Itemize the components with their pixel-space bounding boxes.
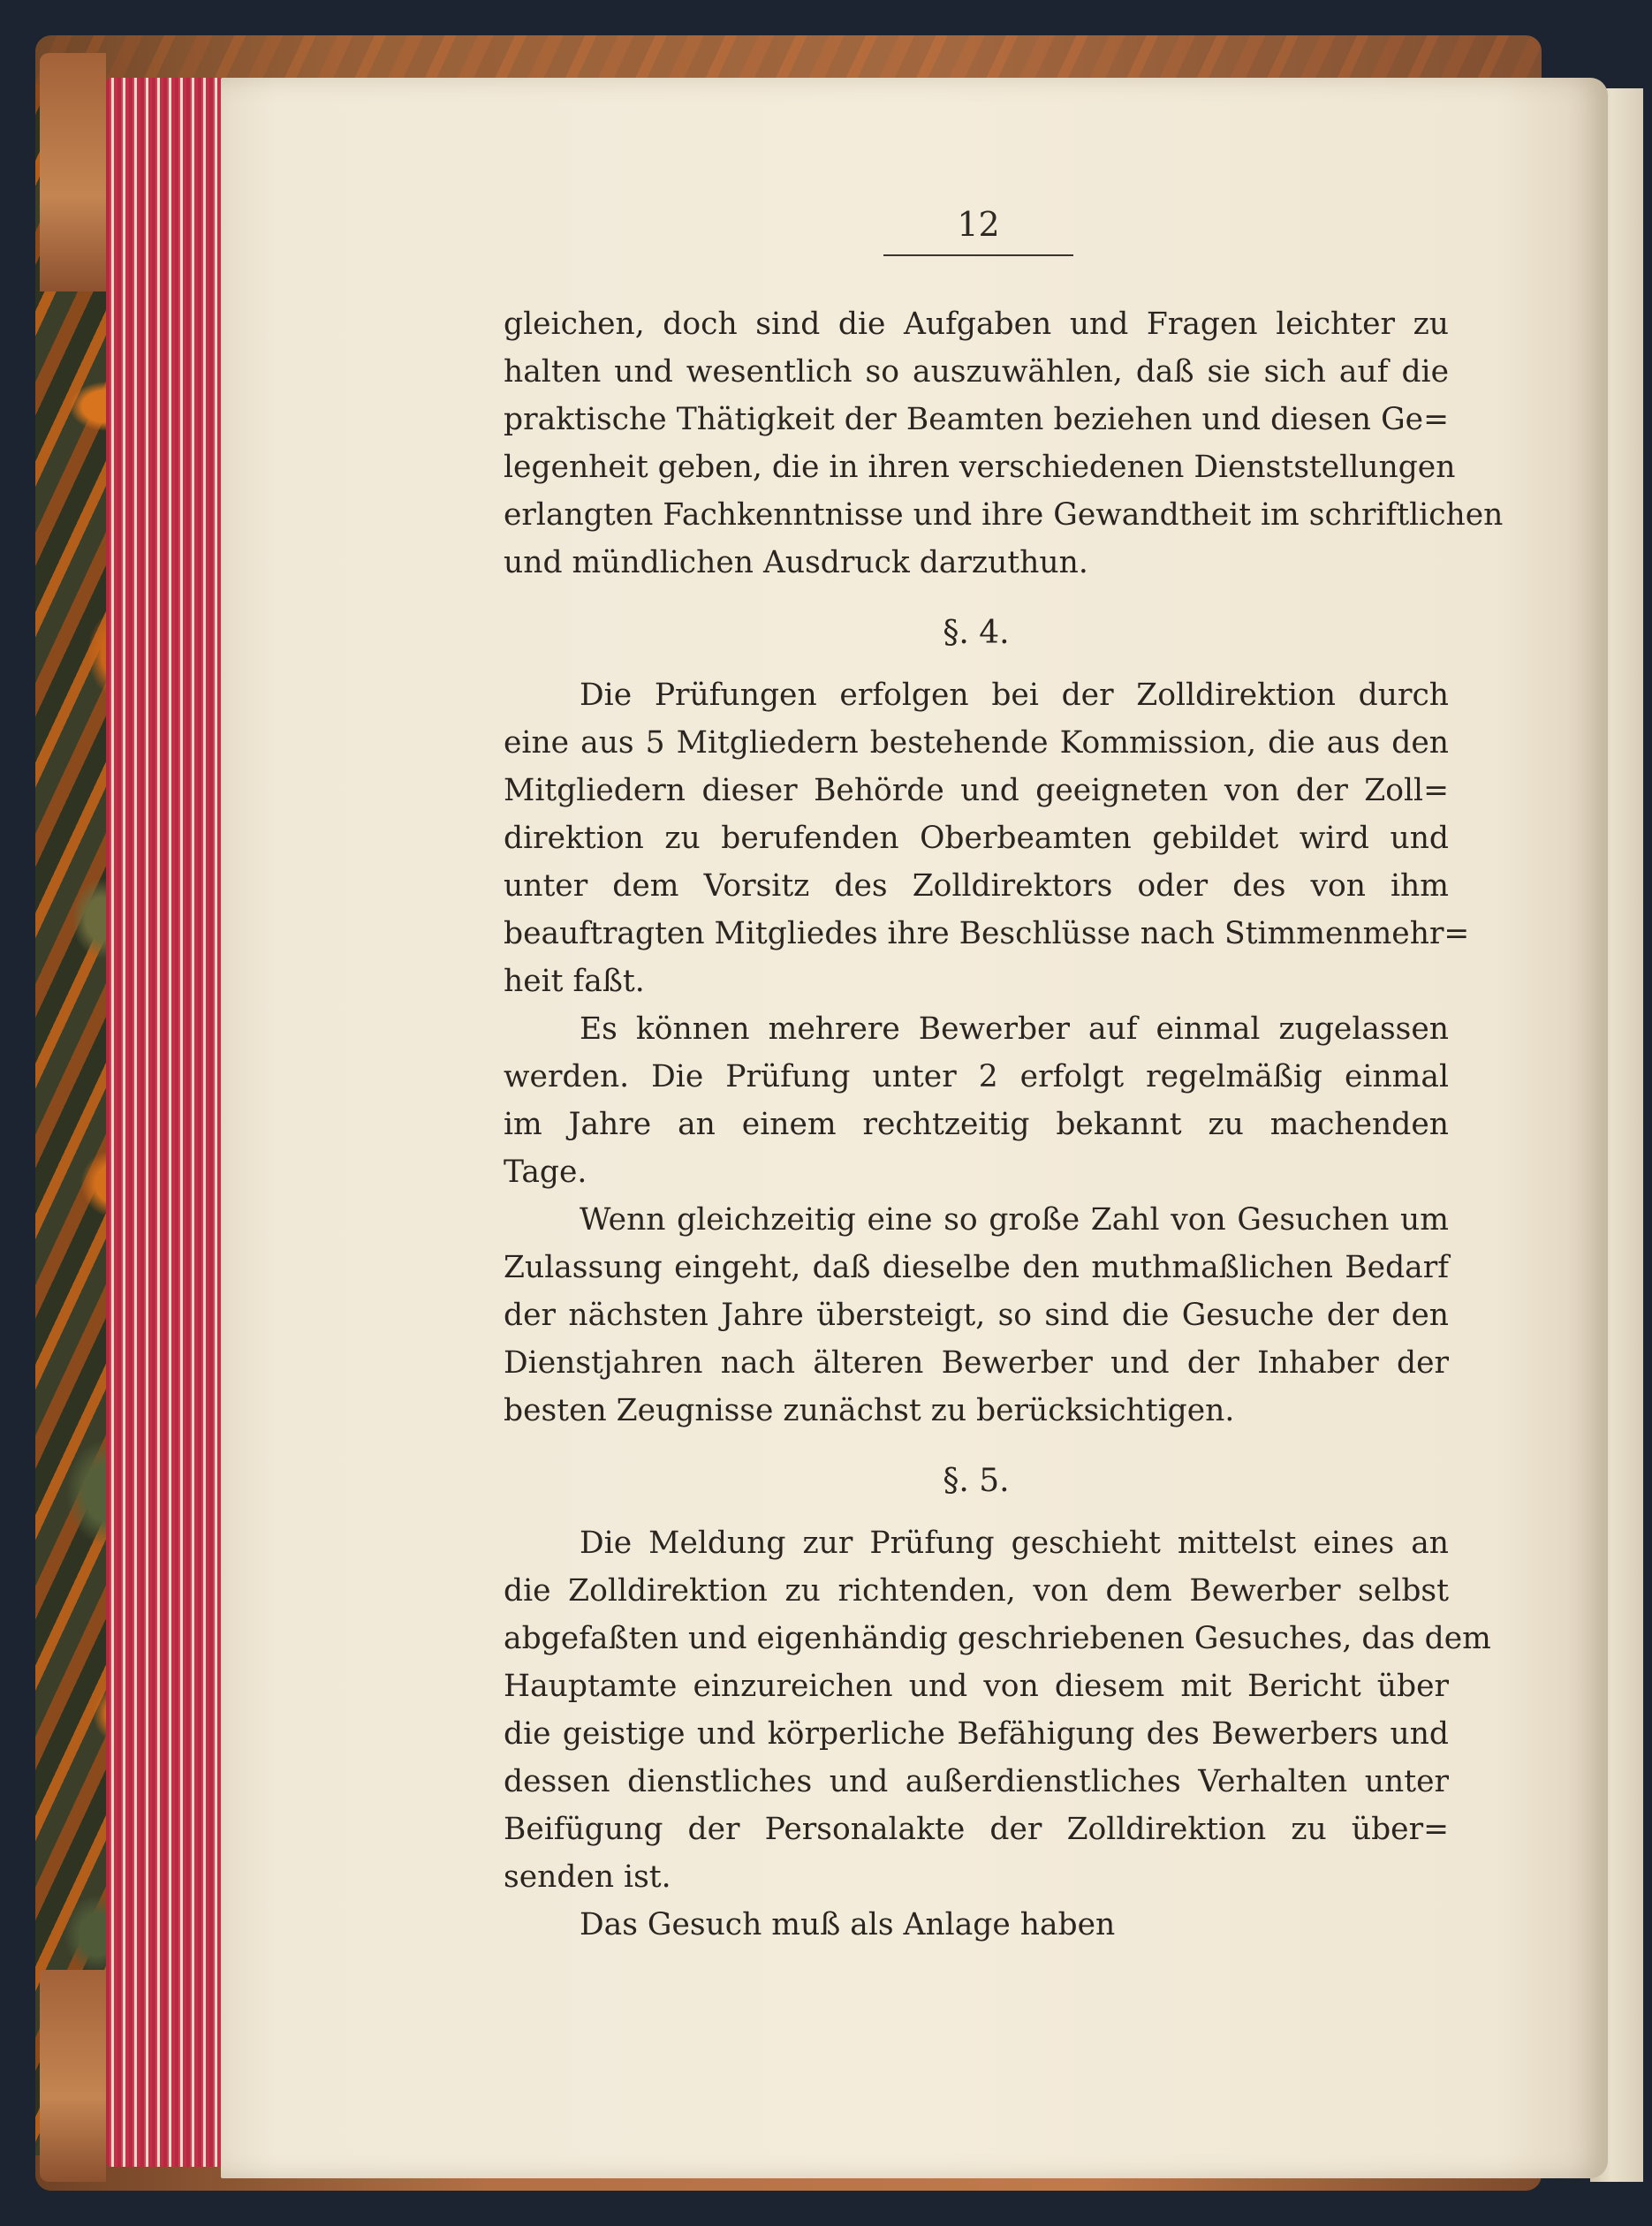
text-line: werden. Die Prüfung unter 2 erfolgt regelmäßig einmal (504, 1059, 1449, 1094)
paragraph (504, 1005, 1449, 1196)
leather-corner-bottom (40, 1970, 106, 2182)
spacer (504, 657, 1449, 671)
text-line: gleichen, doch sind die Aufgaben und Fragen leichter zu (504, 307, 1449, 342)
text-line: Beifügung der Personalakte der Zolldirektion zu über= (504, 1812, 1449, 1847)
paragraph (504, 1196, 1449, 1435)
text-line: besten Zeugnisse zunächst zu berücksichtigen. (504, 1393, 1235, 1428)
cover-top-edge (35, 35, 1542, 84)
text-line: unter dem Vorsitz des Zolldirektors oder des von ihm (504, 868, 1449, 904)
spacer (504, 1505, 1449, 1519)
text-line: Es können mehrere Bewerber auf einmal zugelassen (580, 1011, 1449, 1047)
paragraph (504, 1901, 1449, 1949)
text-line: die Zolldirektion zu richtenden, von dem Bewerber selbst (504, 1573, 1449, 1609)
leather-corner-top (40, 53, 106, 292)
text-line: legenheit geben, die in ihren verschiedenen Dienststellungen (504, 450, 1456, 485)
paragraph (504, 671, 1470, 1005)
text-line: die geistige und körperliche Befähigung des Bewerbers und (504, 1716, 1449, 1752)
paragraph (504, 1519, 1491, 1901)
text-line: dessen dienstliches und außerdienstliches Verhalten unter (504, 1764, 1449, 1799)
text-line: Die Meldung zur Prüfung geschieht mittelst eines an (580, 1526, 1449, 1561)
text-line: eine aus 5 Mitgliedern bestehende Kommission, die aus den (504, 725, 1449, 761)
text-line: Das Gesuch muß als Anlage haben (580, 1907, 1116, 1942)
page-stack-red-edge (106, 78, 239, 2167)
text-line: im Jahre an einem rechtzeitig bekannt zu machenden (504, 1107, 1449, 1142)
text-line: und mündlichen Ausdruck darzuthun. (504, 545, 1088, 580)
text-line: senden ist. (504, 1859, 671, 1895)
page-number-rule (883, 254, 1073, 256)
paragraph (504, 300, 1504, 587)
spacer (504, 1435, 1449, 1458)
text-line: erlangten Fachkenntnisse und ihre Gewandtheit im schriftlichen (504, 497, 1504, 533)
page-number: 12 (957, 205, 1000, 244)
spacer (504, 587, 1449, 610)
page-text (504, 300, 1504, 1949)
text-line: abgefaßten und eigenhändig geschriebenen Gesuches, das dem (504, 1621, 1491, 1656)
text-line: praktische Thätigkeit der Beamten beziehen und diesen Ge= (504, 402, 1449, 437)
text-line: Tage. (504, 1155, 587, 1190)
text-line: direktion zu berufenden Oberbeamten gebildet wird und (504, 821, 1449, 856)
text-line: heit faßt. (504, 964, 645, 999)
text-line: der nächsten Jahre übersteigt, so sind die Gesuche der den (504, 1298, 1449, 1333)
section-heading: §. 4. (943, 615, 1010, 651)
text-line: Wenn gleichzeitig eine so große Zahl von Gesuchen um (580, 1202, 1449, 1238)
text-line: Mitgliedern dieser Behörde und geeigneten von der Zoll= (504, 773, 1449, 808)
text-line: Die Prüfungen erfolgen bei der Zolldirektion durch (580, 678, 1449, 713)
section-heading: §. 5. (943, 1463, 1010, 1499)
text-line: Zulassung eingeht, daß dieselbe den muthmaßlichen Bedarf (504, 1250, 1449, 1285)
text-line: Dienstjahren nach älteren Bewerber und der Inhaber der (504, 1345, 1449, 1381)
text-line: Hauptamte einzureichen und von diesem mit Bericht über (504, 1669, 1449, 1704)
text-line: halten und wesentlich so auszuwählen, daß sie sich auf die (504, 354, 1449, 390)
text-line: beauftragten Mitgliedes ihre Beschlüsse nach Stimmenmehr= (504, 916, 1470, 951)
